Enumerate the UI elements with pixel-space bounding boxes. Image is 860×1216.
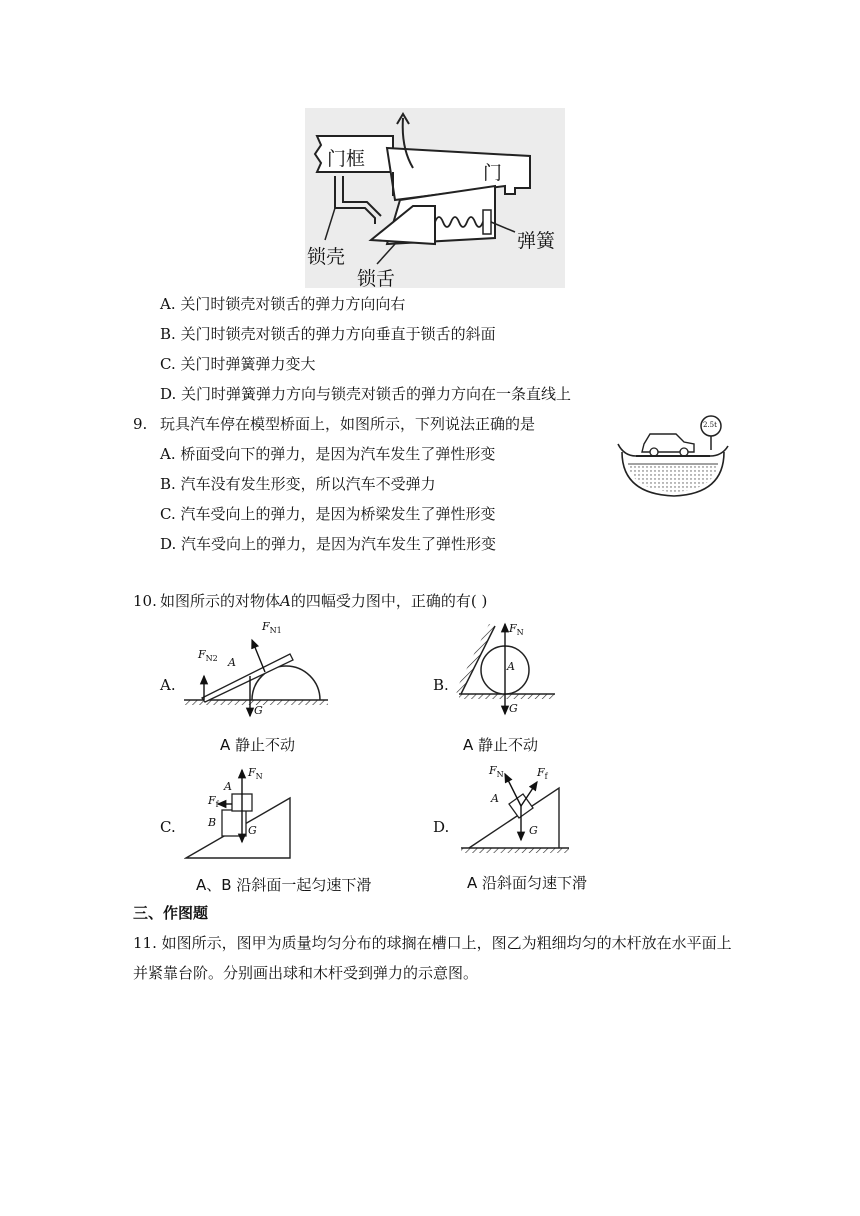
option-text: 关门时锁壳对锁舌的弹力方向垂直于锁舌的斜面 (180, 325, 496, 343)
object-label: A (507, 660, 515, 673)
label-door-frame: 门框 (327, 148, 366, 170)
option-key: D. (160, 385, 177, 403)
figure-caption: A 沿斜面匀速下滑 (467, 874, 588, 892)
question-number: 10. (133, 592, 157, 610)
figure-key: D. (433, 818, 450, 836)
figure-key: B. (433, 676, 449, 694)
figure-key: C. (160, 818, 176, 836)
option-text: 汽车受向上的弹力，是因为桥梁发生了弹性形变 (180, 505, 496, 523)
section-heading: 三、作图题 (133, 904, 209, 922)
question-number: 9. (133, 415, 148, 433)
q9-stem (133, 414, 535, 434)
object-label: A (228, 656, 236, 669)
force-figure-d (433, 760, 633, 896)
force-label-fn: $F_N$ (489, 764, 504, 780)
q11-line-1: 11. 如图所示，图甲为质量均匀分布的球搁在槽口上，图乙为粗细均匀的木杆放在水平面上 (133, 934, 732, 952)
q8-option-d (160, 384, 571, 404)
q9-option-a (160, 444, 495, 464)
figure-caption: A、B 沿斜面一起匀速下滑 (196, 876, 372, 894)
question-variable: A (280, 592, 291, 610)
q9-option-d (160, 534, 496, 554)
label-shell: 锁壳 (307, 246, 346, 268)
force-label-fn1: $F_{N1}$ (262, 620, 282, 636)
bridge-figure (614, 410, 732, 500)
q10-stem (133, 591, 487, 611)
force-figure-a (160, 616, 340, 756)
q8-option-c (160, 354, 316, 374)
option-key: B. (160, 325, 176, 343)
force-label-fn: $F_N$ (248, 766, 263, 782)
option-text: 关门时弹簧弹力变大 (180, 355, 316, 373)
force-diagram-d (459, 760, 579, 860)
force-figure-b (433, 616, 633, 756)
option-key: A. (160, 445, 176, 463)
force-label-g: G (509, 702, 518, 715)
question-text: 如图所示的对物体 (160, 592, 281, 610)
option-key: D. (160, 535, 177, 553)
question-text-tail: 的四幅受力图中，正确的有( ) (290, 592, 488, 610)
option-key: C. (160, 355, 176, 373)
option-text: 关门时弹簧弹力方向与锁壳对锁舌的弹力方向在一条直线上 (181, 385, 572, 403)
option-text: 关门时锁壳对锁舌的弹力方向向右 (180, 295, 406, 313)
q9-option-c (160, 504, 496, 524)
object-label-b: B (208, 816, 217, 829)
q8-option-a (160, 294, 405, 314)
label-tongue: 锁舌 (357, 268, 396, 290)
option-text: 汽车没有发生形变，所以汽车不受弹力 (180, 475, 436, 493)
object-label: A (224, 780, 232, 793)
option-key: A. (160, 295, 176, 313)
label-door: 门 (483, 162, 503, 184)
option-key: C. (160, 505, 176, 523)
object-label: A (491, 792, 499, 805)
force-label-g: G (529, 824, 538, 837)
option-key: B. (160, 475, 176, 493)
question-text: 玩具汽车停在模型桥面上，如图所示，下列说法正确的是 (160, 415, 536, 433)
force-label-g: G (248, 824, 257, 837)
force-label-ff: $F_f$ (208, 794, 219, 810)
weight-limit-sign: 2.5t (703, 421, 717, 429)
figure-caption: A 静止不动 (463, 736, 539, 754)
q8-option-b (160, 324, 496, 344)
option-text: 汽车受向上的弹力，是因为汽车发生了弹性形变 (181, 535, 497, 553)
label-spring: 弹簧 (517, 230, 556, 252)
figure-key: A. (160, 676, 176, 694)
q9-option-b (160, 474, 436, 494)
q11-line-2: 并紧靠台阶。分别画出球和木杆受到弹力的示意图。 (133, 964, 479, 982)
force-label-g: G (254, 704, 263, 717)
force-label-fn: $F_N$ (509, 622, 524, 638)
force-label-ff: $F_f$ (537, 766, 548, 782)
option-text: 桥面受向下的弹力，是因为汽车发生了弹性形变 (180, 445, 496, 463)
force-label-fn2: $F_{N2}$ (198, 648, 218, 664)
force-figure-c (160, 760, 390, 896)
lock-figure (305, 108, 565, 288)
figure-caption: A 静止不动 (220, 736, 296, 754)
